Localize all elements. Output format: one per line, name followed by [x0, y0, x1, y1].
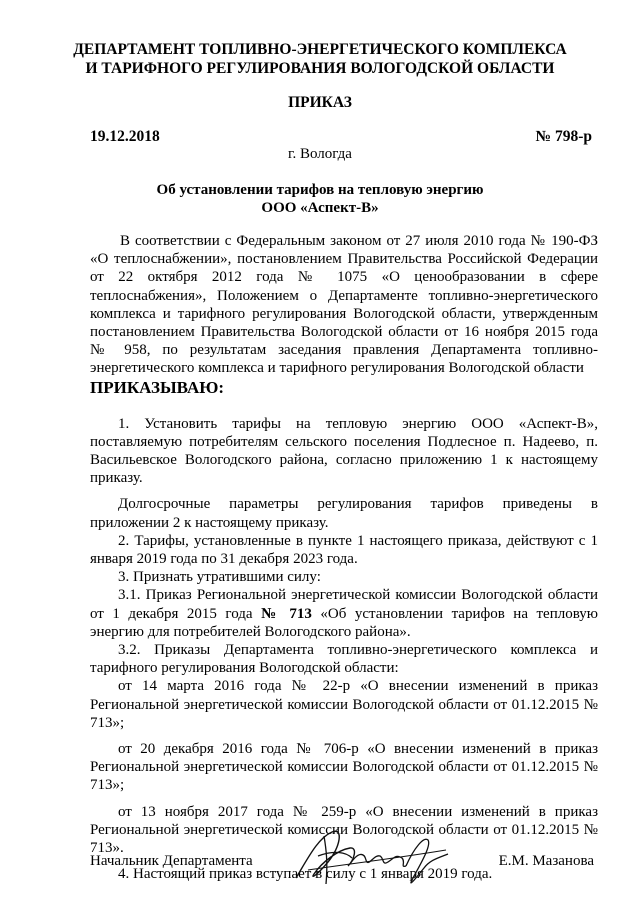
- item-3-1-text-end: «Об установлении тарифов на тепловую энергию для потребителей Вологодского района».: [90, 605, 598, 640]
- item-2-paragraph: 2. Тарифы, установленные в пункте 1 настоящего приказа, действуют с 1 января 2019 года по 31 декабря 2023 года.: [90, 532, 598, 568]
- item-4-paragraph: 4. Настоящий приказ вступает в силу с 1 января 2019 года.: [118, 866, 493, 883]
- item-3-1-paragraph: [90, 586, 598, 641]
- item-3-paragraph: 3. Признать утратившими силу:: [118, 569, 321, 586]
- document-date: 19.12.2018: [90, 128, 160, 145]
- department-header: [60, 40, 580, 78]
- item-3-1-text-start: 3.1. Приказ Региональной энергетической комиссии Вологодской области от 1 декабря 2015 года: [90, 587, 598, 622]
- department-line-2: И ТАРИФНОГО РЕГУЛИРОВАНИЯ ВОЛОГОДСКОЙ ОБЛАСТИ: [85, 60, 555, 77]
- item-3-2-paragraph: 3.2. Приказы Департамента топливно-энергетического комплекса и тарифного регулирования Вологодской области:: [90, 642, 598, 677]
- signatory-position: Начальник Департамента: [90, 853, 253, 869]
- document-number: № 798-р: [535, 128, 592, 145]
- department-line-1: ДЕПАРТАМЕНТ ТОПЛИВНО-ЭНЕРГЕТИЧЕСКОГО КОМПЛЕКСА: [73, 41, 567, 58]
- document-type: ПРИКАЗ: [288, 94, 352, 111]
- item-1-parameters-paragraph: Долгосрочные параметры регулирования тарифов приведены в приложении 2 к настоящему приказу.: [90, 496, 598, 531]
- order-word: ПРИКАЗЫВАЮ:: [90, 377, 225, 397]
- handwritten-signature: [288, 818, 458, 896]
- preamble-paragraph: В соответствии с Федеральным законом от 27 июля 2010 года № 190-ФЗ «О теплоснабжении», постановлением Правительства Российской Федерации от 22 октября 2012 года № 1075 «О ценообразовании в сфере теплоснабжения», Положением о Департаменте топливно-энергетического комплекса и тарифного регулирования Вологодской области, утвержденным постановлением Правительства Вологодской области от 16 ноября 2015 года № 958, по результатам заседания правления Департамента топливно-энергетического комплекса и тарифного регулирования Вологодской области: [90, 233, 598, 377]
- subject-line-2: ООО «Аспект-В»: [261, 200, 379, 216]
- document-subject: [0, 181, 640, 217]
- item-3-2-b-paragraph: от 20 декабря 2016 года № 706-р «О внесении изменений в приказ Региональной энергетической комиссии Вологодской области от 01.12.2015 № 713»;: [90, 741, 598, 794]
- item-1-paragraph: 1. Установить тарифы на тепловую энергию ООО «Аспект-В», поставляемую потребителям сельского поселения Подлесное п. Надеево, п. Васильевское Вологодского района, согласно приложению 1 к настоящему приказу.: [90, 415, 598, 487]
- document-city: г. Вологда: [288, 146, 352, 162]
- subject-line-1: Об установлении тарифов на тепловую энергию: [156, 182, 484, 198]
- item-3-2-a-paragraph: от 14 марта 2016 года № 22-р «О внесении изменений в приказ Региональной энергетической комиссии Вологодской области от 01.12.2015 № 713»;: [90, 678, 598, 731]
- item-3-1-number: № 713: [261, 605, 312, 622]
- document-body: [90, 232, 598, 884]
- item-3-2-c-paragraph: от 13 ноября 2017 года № 259-р «О внесении изменений в приказ Региональной энергетической комиссии Вологодской области от 01.12.2015 № 713».: [90, 803, 598, 857]
- signatory-name: Е.М. Мазанова: [498, 853, 594, 869]
